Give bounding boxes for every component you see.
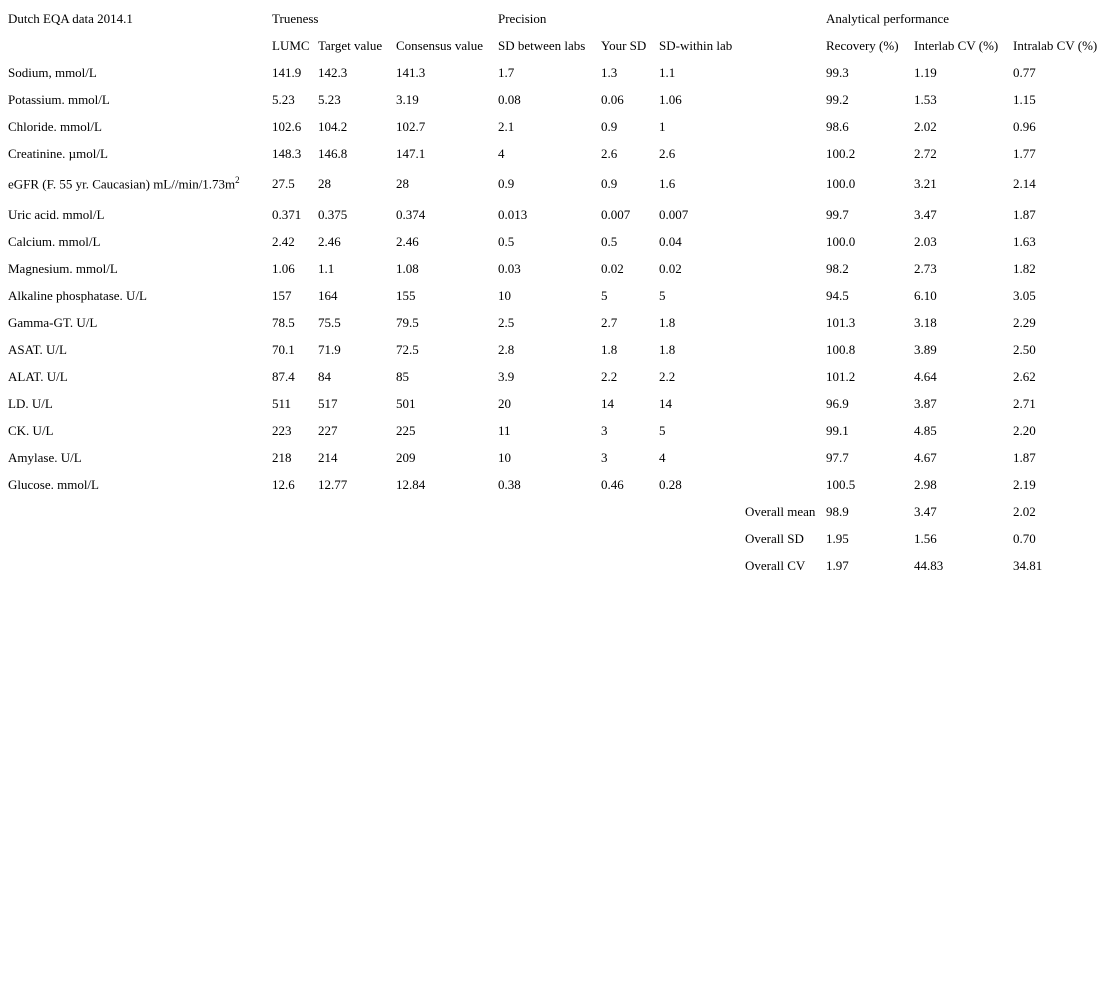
table-row bbox=[4, 86, 1107, 113]
table-row bbox=[4, 336, 1107, 363]
header-spacer bbox=[741, 32, 822, 59]
cell-consensus-value: 209 bbox=[396, 449, 416, 465]
cell-lumc: 157 bbox=[272, 287, 292, 303]
cell-sd-between-labs: 4 bbox=[498, 145, 505, 161]
col-header-consensus-value: Consensus value bbox=[396, 37, 484, 53]
cell-interlab-cv: 3.47 bbox=[914, 206, 937, 222]
analyte-name: LD. U/L bbox=[8, 395, 53, 411]
analyte-cell bbox=[4, 255, 268, 282]
table-row bbox=[4, 59, 1107, 86]
analyte-name: Sodium, mmol/L bbox=[8, 64, 97, 80]
cell-sd-between-labs: 11 bbox=[498, 422, 511, 438]
cell-sd-between-labs: 2.5 bbox=[498, 314, 515, 330]
cell-recovery: 99.1 bbox=[826, 422, 849, 438]
spacer-cell bbox=[741, 228, 822, 255]
cell-recovery: 99.3 bbox=[826, 64, 849, 80]
table-row bbox=[4, 363, 1107, 390]
summary-label: Overall SD bbox=[745, 530, 804, 546]
table-row bbox=[4, 228, 1107, 255]
cell-sd-between-labs: 0.9 bbox=[498, 176, 515, 191]
cell-target-value: 214 bbox=[318, 449, 338, 465]
analyte-cell bbox=[4, 309, 268, 336]
cell-lumc: 12.6 bbox=[272, 476, 295, 492]
cell-target-value: 517 bbox=[318, 395, 338, 411]
cell-interlab-cv: 4.64 bbox=[914, 368, 937, 384]
cell-consensus-value: 147.1 bbox=[396, 145, 426, 161]
cell-intralab-cv: 1.87 bbox=[1013, 206, 1036, 222]
cell-consensus-value: 102.7 bbox=[396, 118, 426, 134]
spacer-cell bbox=[741, 336, 822, 363]
cell-lumc: 87.4 bbox=[272, 368, 295, 384]
cell-recovery: 100.0 bbox=[826, 233, 856, 249]
cell-consensus-value: 225 bbox=[396, 422, 416, 438]
spacer-cell bbox=[655, 552, 741, 579]
cell-target-value: 71.9 bbox=[318, 341, 341, 357]
spacer-cell bbox=[4, 552, 268, 579]
cell-your-sd: 2.6 bbox=[601, 145, 618, 161]
cell-target-value: 28 bbox=[318, 176, 331, 191]
analyte-cell bbox=[4, 201, 268, 228]
col-header-lumc: LUMC bbox=[272, 37, 310, 53]
col-header-target-value: Target value bbox=[318, 37, 383, 53]
spacer-cell bbox=[4, 525, 268, 552]
cell-interlab-cv: 3.18 bbox=[914, 314, 937, 330]
table-row bbox=[4, 417, 1107, 444]
cell-interlab-cv: 4.67 bbox=[914, 449, 937, 465]
group-trueness: Trueness bbox=[272, 10, 319, 26]
table-row bbox=[4, 309, 1107, 336]
cell-interlab-cv: 3.21 bbox=[914, 176, 937, 191]
cell-sd-between-labs: 3.9 bbox=[498, 368, 515, 384]
spacer-cell bbox=[314, 552, 392, 579]
cell-your-sd: 1.3 bbox=[601, 64, 618, 80]
cell-sd-between-labs: 0.08 bbox=[498, 91, 521, 107]
cell-sd-within-lab: 0.28 bbox=[659, 476, 682, 492]
cell-intralab-cv: 0.96 bbox=[1013, 118, 1036, 134]
spacer-cell bbox=[741, 140, 822, 167]
cell-lumc: 218 bbox=[272, 449, 292, 465]
cell-interlab-cv: 2.73 bbox=[914, 260, 937, 276]
spacer-cell bbox=[392, 552, 494, 579]
summary-row bbox=[4, 498, 1107, 525]
analyte-cell bbox=[4, 336, 268, 363]
spacer-cell bbox=[741, 390, 822, 417]
cell-intralab-cv: 1.15 bbox=[1013, 91, 1036, 107]
analyte-name: Uric acid. mmol/L bbox=[8, 206, 105, 222]
cell-interlab-cv: 2.72 bbox=[914, 145, 937, 161]
cell-interlab-cv: 2.98 bbox=[914, 476, 937, 492]
cell-sd-between-labs: 0.5 bbox=[498, 233, 515, 249]
cell-intralab-cv: 1.82 bbox=[1013, 260, 1036, 276]
cell-consensus-value: 28 bbox=[396, 176, 409, 191]
cell-intralab-cv: 1.87 bbox=[1013, 449, 1036, 465]
cell-sd-between-labs: 20 bbox=[498, 395, 511, 411]
cell-your-sd: 0.5 bbox=[601, 233, 618, 249]
table-row bbox=[4, 471, 1107, 498]
summary-recovery: 1.95 bbox=[826, 530, 849, 546]
cell-target-value: 5.23 bbox=[318, 91, 341, 107]
spacer-cell bbox=[392, 525, 494, 552]
cell-your-sd: 0.9 bbox=[601, 118, 618, 134]
cell-intralab-cv: 2.62 bbox=[1013, 368, 1036, 384]
analyte-name: ALAT. U/L bbox=[8, 368, 68, 384]
summary-intralab-cv: 34.81 bbox=[1013, 557, 1043, 573]
cell-intralab-cv: 2.20 bbox=[1013, 422, 1036, 438]
analyte-name: Magnesium. mmol/L bbox=[8, 260, 118, 276]
table-row bbox=[4, 390, 1107, 417]
cell-recovery: 100.0 bbox=[826, 176, 856, 191]
header-spacer bbox=[4, 32, 268, 59]
cell-sd-within-lab: 1.8 bbox=[659, 341, 676, 357]
cell-recovery: 99.7 bbox=[826, 206, 849, 222]
summary-recovery: 98.9 bbox=[826, 503, 849, 519]
analyte-name: Alkaline phosphatase. U/L bbox=[8, 287, 147, 303]
spacer-cell bbox=[741, 113, 822, 140]
cell-target-value: 146.8 bbox=[318, 145, 348, 161]
cell-your-sd: 2.2 bbox=[601, 368, 618, 384]
cell-lumc: 511 bbox=[272, 395, 292, 411]
spacer-cell bbox=[4, 498, 268, 525]
cell-sd-between-labs: 2.8 bbox=[498, 341, 515, 357]
cell-your-sd: 0.007 bbox=[601, 206, 631, 222]
cell-lumc: 70.1 bbox=[272, 341, 295, 357]
cell-sd-between-labs: 0.03 bbox=[498, 260, 521, 276]
cell-your-sd: 5 bbox=[601, 287, 608, 303]
cell-target-value: 227 bbox=[318, 422, 338, 438]
cell-intralab-cv: 2.71 bbox=[1013, 395, 1036, 411]
analyte-cell bbox=[4, 228, 268, 255]
cell-sd-within-lab: 14 bbox=[659, 395, 672, 411]
analyte-name: ASAT. U/L bbox=[8, 341, 67, 357]
group-header-row bbox=[4, 5, 1107, 32]
cell-recovery: 100.2 bbox=[826, 145, 856, 161]
cell-consensus-value: 501 bbox=[396, 395, 416, 411]
cell-target-value: 75.5 bbox=[318, 314, 341, 330]
analyte-name: CK. U/L bbox=[8, 422, 54, 438]
cell-lumc: 2.42 bbox=[272, 233, 295, 249]
table-row bbox=[4, 113, 1107, 140]
cell-interlab-cv: 2.03 bbox=[914, 233, 937, 249]
spacer-cell bbox=[741, 309, 822, 336]
analyte-cell bbox=[4, 59, 268, 86]
cell-lumc: 78.5 bbox=[272, 314, 295, 330]
analyte-cell bbox=[4, 86, 268, 113]
analyte-name: Glucose. mmol/L bbox=[8, 476, 99, 492]
cell-consensus-value: 141.3 bbox=[396, 64, 426, 80]
cell-target-value: 2.46 bbox=[318, 233, 341, 249]
cell-your-sd: 0.02 bbox=[601, 260, 624, 276]
cell-lumc: 1.06 bbox=[272, 260, 295, 276]
table-row bbox=[4, 255, 1107, 282]
analyte-cell bbox=[4, 113, 268, 140]
analyte-cell bbox=[4, 167, 268, 201]
cell-lumc: 148.3 bbox=[272, 145, 302, 161]
table-row bbox=[4, 201, 1107, 228]
summary-interlab-cv: 3.47 bbox=[914, 503, 937, 519]
cell-interlab-cv: 6.10 bbox=[914, 287, 937, 303]
cell-interlab-cv: 1.19 bbox=[914, 64, 937, 80]
cell-target-value: 1.1 bbox=[318, 260, 335, 276]
summary-intralab-cv: 0.70 bbox=[1013, 530, 1036, 546]
cell-recovery: 97.7 bbox=[826, 449, 849, 465]
summary-row bbox=[4, 552, 1107, 579]
cell-consensus-value: 79.5 bbox=[396, 314, 419, 330]
col-header-recovery: Recovery (%) bbox=[826, 37, 899, 53]
cell-interlab-cv: 3.89 bbox=[914, 341, 937, 357]
spacer-cell bbox=[741, 363, 822, 390]
cell-recovery: 100.5 bbox=[826, 476, 856, 492]
cell-sd-between-labs: 10 bbox=[498, 287, 511, 303]
cell-intralab-cv: 1.63 bbox=[1013, 233, 1036, 249]
spacer-cell bbox=[741, 255, 822, 282]
cell-target-value: 84 bbox=[318, 368, 331, 384]
spacer-cell bbox=[392, 498, 494, 525]
cell-sd-between-labs: 2.1 bbox=[498, 118, 515, 134]
cell-lumc: 27.5 bbox=[272, 176, 295, 191]
cell-recovery: 101.3 bbox=[826, 314, 856, 330]
analyte-name: Chloride. mmol/L bbox=[8, 118, 102, 134]
analyte-cell bbox=[4, 140, 268, 167]
cell-your-sd: 0.06 bbox=[601, 91, 624, 107]
spacer-cell bbox=[655, 525, 741, 552]
spacer-cell bbox=[741, 86, 822, 113]
spacer-cell bbox=[268, 498, 314, 525]
cell-target-value: 164 bbox=[318, 287, 338, 303]
cell-sd-within-lab: 5 bbox=[659, 422, 666, 438]
col-header-interlab-cv: Interlab CV (%) bbox=[914, 37, 999, 53]
analyte-cell bbox=[4, 282, 268, 309]
cell-sd-within-lab: 0.02 bbox=[659, 260, 682, 276]
cell-consensus-value: 85 bbox=[396, 368, 409, 384]
cell-your-sd: 14 bbox=[601, 395, 614, 411]
cell-intralab-cv: 0.77 bbox=[1013, 64, 1036, 80]
table-row bbox=[4, 140, 1107, 167]
spacer-cell bbox=[741, 417, 822, 444]
analyte-name: Amylase. U/L bbox=[8, 449, 82, 465]
cell-sd-within-lab: 0.007 bbox=[659, 206, 689, 222]
cell-your-sd: 2.7 bbox=[601, 314, 618, 330]
cell-sd-within-lab: 5 bbox=[659, 287, 666, 303]
cell-sd-within-lab: 0.04 bbox=[659, 233, 682, 249]
summary-recovery: 1.97 bbox=[826, 557, 849, 573]
cell-sd-within-lab: 1.8 bbox=[659, 314, 676, 330]
cell-consensus-value: 72.5 bbox=[396, 341, 419, 357]
spacer-cell bbox=[494, 498, 597, 525]
col-header-sd-within-lab: SD-within lab bbox=[659, 37, 733, 53]
analyte-name: Creatinine. µmol/L bbox=[8, 145, 108, 161]
cell-intralab-cv: 2.14 bbox=[1013, 176, 1036, 191]
spacer-cell bbox=[741, 167, 822, 201]
cell-your-sd: 1.8 bbox=[601, 341, 618, 357]
summary-row bbox=[4, 525, 1107, 552]
summary-interlab-cv: 44.83 bbox=[914, 557, 944, 573]
cell-interlab-cv: 4.85 bbox=[914, 422, 937, 438]
cell-intralab-cv: 2.29 bbox=[1013, 314, 1036, 330]
summary-interlab-cv: 1.56 bbox=[914, 530, 937, 546]
analyte-superscript: 2 bbox=[235, 175, 240, 186]
analyte-name: eGFR (F. 55 yr. Caucasian) mL//min/1.73m bbox=[8, 176, 236, 192]
analyte-cell bbox=[4, 417, 268, 444]
cell-consensus-value: 2.46 bbox=[396, 233, 419, 249]
cell-lumc: 223 bbox=[272, 422, 292, 438]
cell-target-value: 12.77 bbox=[318, 476, 348, 492]
cell-recovery: 96.9 bbox=[826, 395, 849, 411]
spacer-cell bbox=[741, 282, 822, 309]
group-spacer bbox=[741, 5, 822, 32]
cell-sd-between-labs: 0.38 bbox=[498, 476, 521, 492]
spacer-cell bbox=[741, 444, 822, 471]
cell-sd-between-labs: 10 bbox=[498, 449, 511, 465]
cell-target-value: 104.2 bbox=[318, 118, 348, 134]
summary-intralab-cv: 2.02 bbox=[1013, 503, 1036, 519]
cell-your-sd: 0.46 bbox=[601, 476, 624, 492]
table-title: Dutch EQA data 2014.1 bbox=[8, 10, 133, 26]
analyte-cell bbox=[4, 390, 268, 417]
column-header-row bbox=[4, 32, 1107, 59]
cell-intralab-cv: 1.77 bbox=[1013, 145, 1036, 161]
cell-sd-within-lab: 1.6 bbox=[659, 176, 676, 191]
cell-interlab-cv: 3.87 bbox=[914, 395, 937, 411]
cell-recovery: 100.8 bbox=[826, 341, 856, 357]
analyte-name: Potassium. mmol/L bbox=[8, 91, 110, 107]
cell-sd-within-lab: 1.06 bbox=[659, 91, 682, 107]
analyte-cell bbox=[4, 363, 268, 390]
group-performance: Analytical performance bbox=[826, 10, 950, 26]
spacer-cell bbox=[314, 525, 392, 552]
cell-your-sd: 0.9 bbox=[601, 176, 618, 191]
cell-sd-within-lab: 2.6 bbox=[659, 145, 676, 161]
cell-interlab-cv: 1.53 bbox=[914, 91, 937, 107]
table-row bbox=[4, 282, 1107, 309]
col-header-sd-between-labs: SD between labs bbox=[498, 37, 586, 53]
cell-recovery: 101.2 bbox=[826, 368, 856, 384]
eqa-table bbox=[4, 5, 1107, 579]
cell-recovery: 98.6 bbox=[826, 118, 849, 134]
cell-lumc: 5.23 bbox=[272, 91, 295, 107]
cell-consensus-value: 155 bbox=[396, 287, 416, 303]
table-row bbox=[4, 167, 1107, 201]
cell-sd-between-labs: 0.013 bbox=[498, 206, 528, 222]
spacer-cell bbox=[741, 201, 822, 228]
summary-label: Overall mean bbox=[745, 503, 816, 519]
cell-sd-within-lab: 1.1 bbox=[659, 64, 676, 80]
cell-interlab-cv: 2.02 bbox=[914, 118, 937, 134]
cell-recovery: 94.5 bbox=[826, 287, 849, 303]
cell-your-sd: 3 bbox=[601, 449, 608, 465]
cell-recovery: 99.2 bbox=[826, 91, 849, 107]
cell-consensus-value: 3.19 bbox=[396, 91, 419, 107]
analyte-cell bbox=[4, 471, 268, 498]
spacer-cell bbox=[268, 552, 314, 579]
col-header-intralab-cv: Intralab CV (%) bbox=[1013, 37, 1098, 53]
cell-intralab-cv: 3.05 bbox=[1013, 287, 1036, 303]
cell-lumc: 0.371 bbox=[272, 206, 302, 222]
spacer-cell bbox=[655, 498, 741, 525]
spacer-cell bbox=[741, 59, 822, 86]
spacer-cell bbox=[314, 498, 392, 525]
cell-intralab-cv: 2.50 bbox=[1013, 341, 1036, 357]
summary-label: Overall CV bbox=[745, 557, 806, 573]
cell-sd-within-lab: 2.2 bbox=[659, 368, 676, 384]
cell-sd-within-lab: 4 bbox=[659, 449, 666, 465]
cell-your-sd: 3 bbox=[601, 422, 608, 438]
cell-consensus-value: 0.374 bbox=[396, 206, 426, 222]
group-precision: Precision bbox=[498, 10, 547, 26]
analyte-cell bbox=[4, 444, 268, 471]
spacer-cell bbox=[597, 552, 655, 579]
spacer-cell bbox=[268, 525, 314, 552]
cell-intralab-cv: 2.19 bbox=[1013, 476, 1036, 492]
cell-target-value: 142.3 bbox=[318, 64, 348, 80]
spacer-cell bbox=[597, 525, 655, 552]
analyte-name: Gamma-GT. U/L bbox=[8, 314, 98, 330]
cell-consensus-value: 12.84 bbox=[396, 476, 426, 492]
cell-target-value: 0.375 bbox=[318, 206, 348, 222]
col-header-your-sd: Your SD bbox=[601, 37, 647, 53]
spacer-cell bbox=[494, 525, 597, 552]
cell-sd-within-lab: 1 bbox=[659, 118, 666, 134]
spacer-cell bbox=[741, 471, 822, 498]
spacer-cell bbox=[597, 498, 655, 525]
table-row bbox=[4, 444, 1107, 471]
cell-sd-between-labs: 1.7 bbox=[498, 64, 515, 80]
spacer-cell bbox=[494, 552, 597, 579]
analyte-name: Calcium. mmol/L bbox=[8, 233, 101, 249]
eqa-table-body bbox=[4, 5, 1107, 579]
cell-lumc: 141.9 bbox=[272, 64, 302, 80]
cell-lumc: 102.6 bbox=[272, 118, 302, 134]
cell-consensus-value: 1.08 bbox=[396, 260, 419, 276]
cell-recovery: 98.2 bbox=[826, 260, 849, 276]
